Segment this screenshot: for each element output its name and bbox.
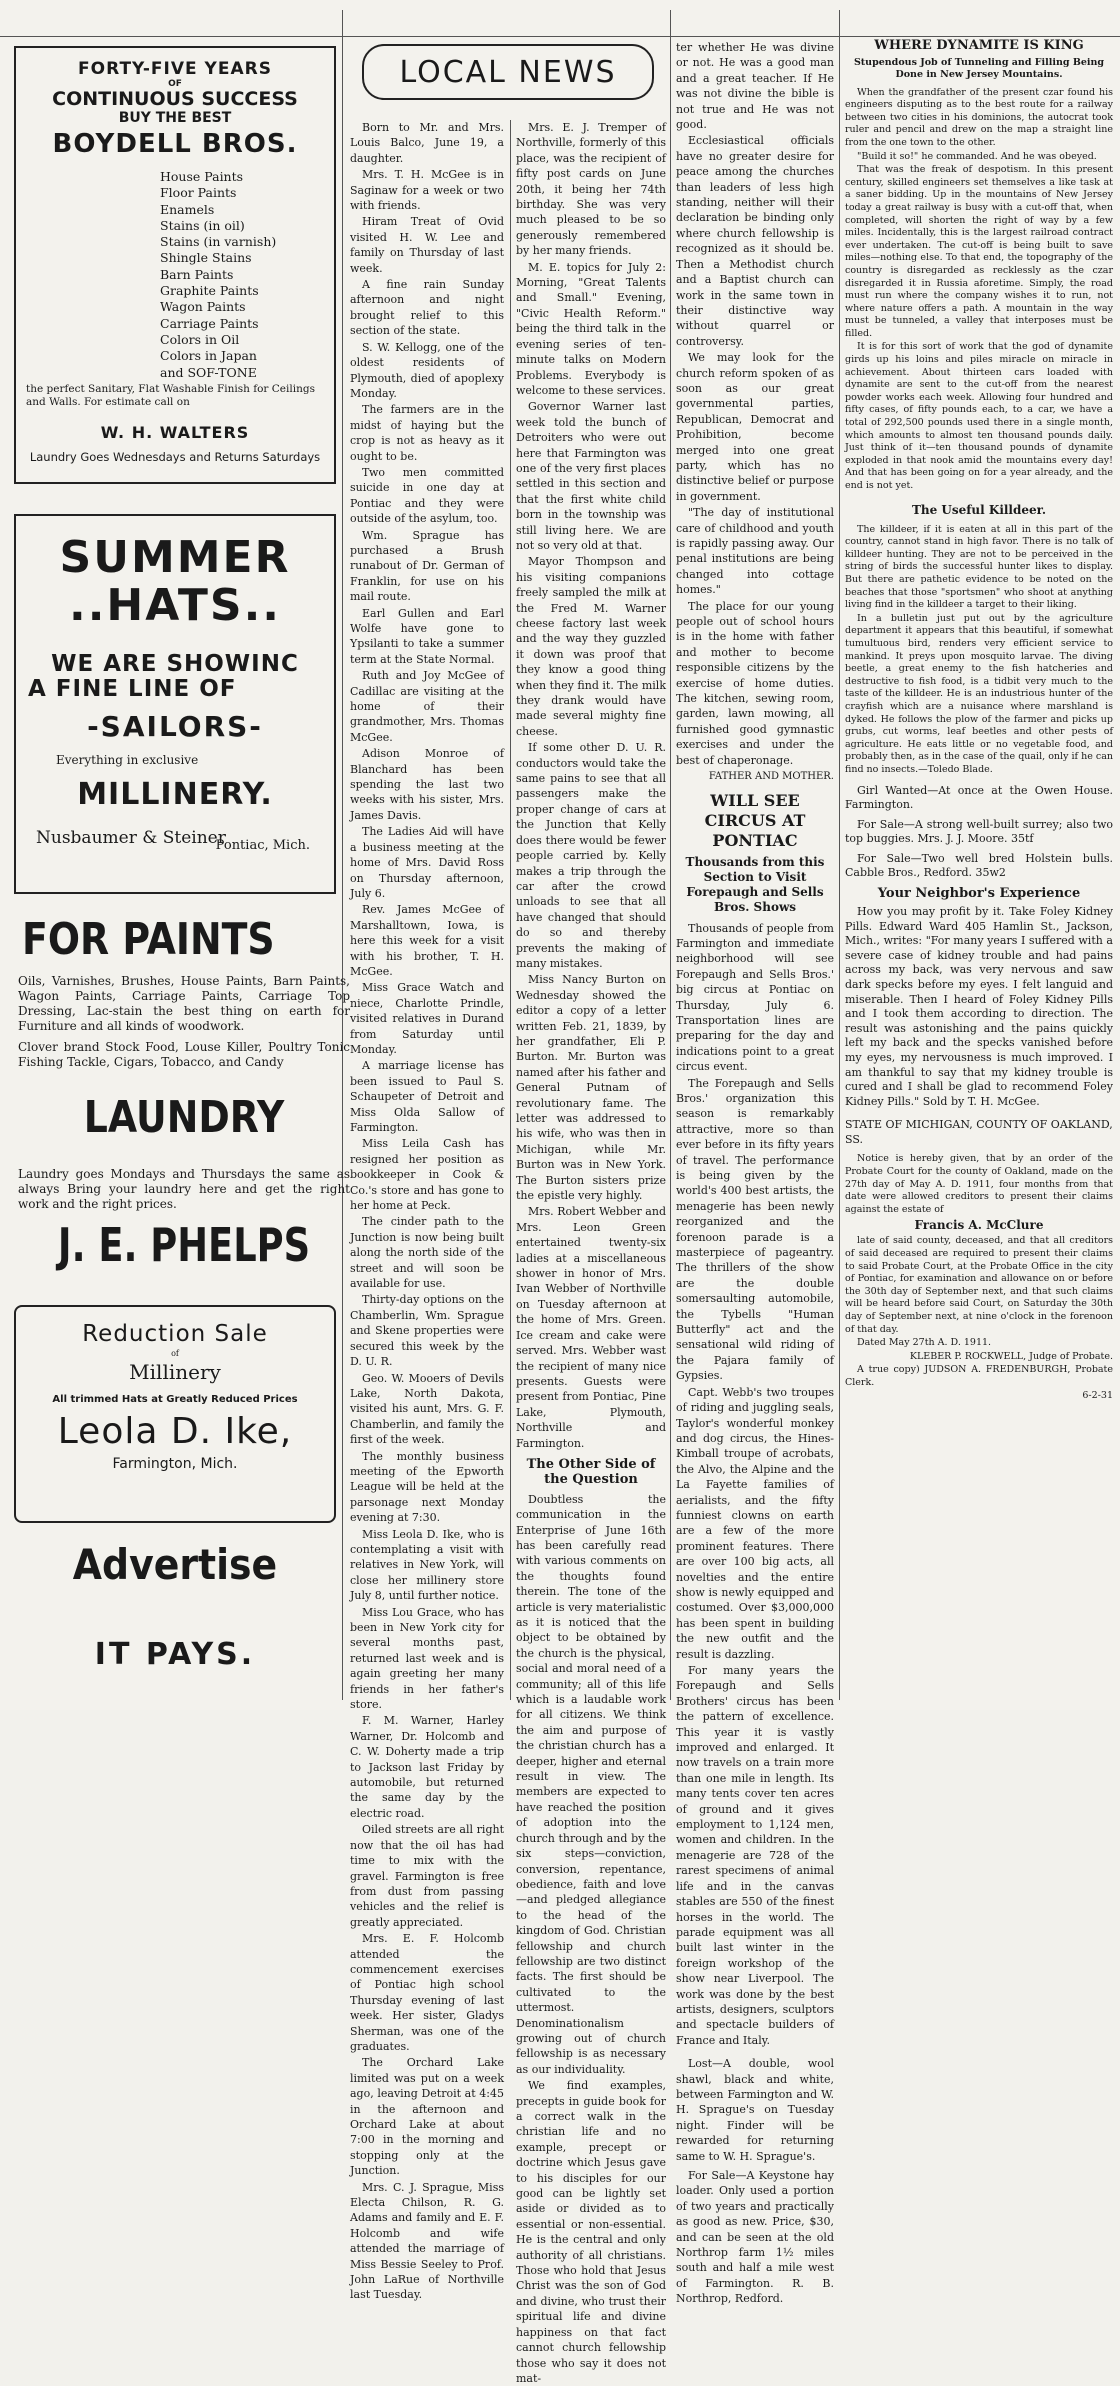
product-item: Colors in Oil (160, 331, 240, 347)
product-item: Shingle Stains (160, 250, 252, 266)
article-paragraph: For many years the Forepaugh and Sells Brothers' circus has been the pattern of excellence. This year it is vastly improved and enlarged. It now travels on a train more than one mile in length. Its many tents cover ten acres of ground and it gives employment to 1,124 men, women and children. In the menagerie are 728 of the rarest specimens of animal life and in the canvas stables are 550 of the finest horses in the world. The parade equipment was all built last winter in the foreign workshop of the show near Liverpool. The work was done by the best artists, designers, sculptors and spectacle builders of France and Italy. (676, 1664, 834, 2047)
article-paragraph: "Build it so!" he commanded. And he was obeyed. (857, 150, 1097, 162)
merchant-name: J. E. PHELPS (57, 1218, 311, 1272)
news-item: Mayor Thompson and his visiting companions freely sampled the milk at the Fred M. Warner cheese factory last week and the way they guzzled it down was proof that they know a good thing when they find it. The milk they drank would have made several mighty fine cheese. (516, 555, 666, 738)
legal-notice-text: Notice is hereby given, that by an order of the Probate Court for the county of Oakland, made on the 27th day of May A. D. 1911, four months from that date were allowed creditors to present their claims against the estate of (845, 1153, 1113, 1215)
advertise-ad (14, 1540, 336, 1700)
news-item: The cinder path to the Junction is now being built along the north side of the street and will soon be available for use. (350, 1215, 504, 1291)
ad-line: OF (168, 79, 182, 89)
legal-notice-date: 6-2-31 (1082, 1390, 1113, 1402)
ad-line: Everything in exclusive (56, 753, 199, 767)
article-headline: The Useful Killdeer. (911, 502, 1047, 517)
news-item: Governor Warner last week told the bunch of Detroiters who were out here that Farmington was one of the very first places settled in this section and that the first white child born in the township was still living here. We are not so very old at that. (516, 400, 666, 552)
news-item: A fine rain Sunday afternoon and night brought relief to this section of the state. (350, 278, 504, 338)
product-list (26, 169, 324, 381)
article-headline: WILL SEE CIRCUS AT PONTIAC (704, 790, 806, 850)
news-column-2 (516, 120, 666, 2385)
merchant-name: Nusbaumer & Steiner (36, 828, 226, 848)
product-item: Enamels (160, 201, 215, 217)
ad-headline: IT PAYS. (94, 1637, 256, 1672)
news-item: Rev. James McGee of Marshalltown, Iowa, is here this week for a visit with his brother, T. H. McGee. (350, 903, 504, 978)
classified-ad: Girl Wanted—At once at the Owen House. Farmington. (845, 784, 1113, 812)
news-item: Geo. W. Mooers of Devils Lake, North Dakota, visited his aunt, Mrs. G. F. Chamberlin, and family the first of the week. (350, 1371, 504, 1447)
column-rule (510, 120, 511, 1700)
phelps-ad (14, 912, 354, 1292)
ad-line: of (171, 1349, 179, 1358)
article-paragraph: In a bulletin just put out by the agriculture department it appears that this beautiful, if somewhat tumultuous bird, renders very efficient service to mankind. It preys upon mosquito larvae. The diving beetle, a great enemy to the fish hatcheries and destructive to fish food, is a tidbit very much to the taste of the killdeer. He is an industrious hunter of the crayfish which are a nuisance where marshland is dyked. He follows the plow of the farmer and picks up grubs, cut worms, leaf beetles and other pests of agriculture. He eats little or no vegetable food, and probably then, as in the case of the quail, only if he can find no insects.—Toledo Blade. (845, 612, 1113, 775)
column-rule (839, 10, 840, 1700)
article-paragraph: We may look for the church reform spoken of as soon as our great governmental parties, Republican, Democrat and Prohibition, become merged into one great party, which has no distinctive belief or purpose in government. (676, 351, 834, 503)
news-item: The Ladies Aid will have a business meeting at the home of Mrs. David Ross on Thursday afternoon, July 6. (350, 825, 504, 900)
news-item: Wm. Sprague has purchased a Brush runabout of Dr. German of Franklin, for use on his mail route. (350, 528, 504, 604)
news-item: M. E. topics for July 2: Morning, "Great Talents and Small." Evening, "Civic Health Reform." being the third talk in the evening series of ten-minute talks on Modern Problems. Everybody is welcome to these services. (516, 260, 666, 397)
ad-copy: Clover brand Stock Food, Louse Killer, Poultry Tonic Fishing Tackle, Cigars, Tobacco, and Candy (18, 1040, 350, 1069)
article-paragraph: "The day of institutional care of childhood and youth is rapidly passing away. Our penal institutions are being changed into cottage homes." (676, 506, 834, 597)
column-rule (342, 10, 343, 1700)
ad-line: -SAILORS- (87, 710, 263, 743)
news-item: Miss Lou Grace, who has been in New York city for several months past, returned last week and is again greeting her many friends in her father's store. (350, 1605, 504, 1712)
ad-headline: ..HATS.. (68, 580, 282, 631)
classified-ad: For Sale—A strong well-built surrey; also two top buggies. Mrs. J. J. Moore. 35tf (845, 818, 1113, 846)
merchant-location: Farmington, Mich. (112, 1456, 238, 1472)
article-paragraph: Thousands of people from Farmington and immediate neighborhood will see Forepaugh and Sells Bros.' big circus at Pontiac on Thursday, July 6. Transportation lines are preparing for the day and indications point to a great circus event. (676, 921, 834, 1074)
news-item: Earl Gullen and Earl Wolfe have gone to Ypsilanti to take a summer term at the State Normal. (350, 606, 504, 666)
brand-name: BOYDELL BROS. (52, 129, 298, 159)
ad-headline: FOR PAINTS (22, 914, 275, 965)
classified-ad: For Sale—Two well bred Holstein bulls. Cabble Bros., Redford. 35w2 (845, 852, 1113, 880)
local-news-masthead (362, 44, 654, 100)
ad-line: Millinery (129, 1360, 221, 1384)
news-item: A marriage license has been issued to Paul S. Schaupeter of Detroit and Miss Olda Sallow of Farmington. (350, 1059, 504, 1134)
news-item: Mrs. T. H. McGee is in Saginaw for a week or two with friends. (350, 168, 504, 213)
news-item: Miss Leila Cash has resigned her position as bookkeeper in Cook & Co.'s store and has gone to her home at Peck. (350, 1137, 504, 1213)
news-item: Adison Monroe of Blanchard has been spending the last two weeks with his sister, Mrs. James Davis. (350, 747, 504, 822)
news-column-1 (350, 120, 504, 2302)
article-signature: FATHER AND MOTHER. (708, 771, 834, 783)
ad-copy: Oils, Varnishes, Brushes, House Paints, Barn Paints, Wagon Paints, Carriage Paints, Carriage Top Dressing, Lac-stain the best thing on earth for Furniture and all kinds of woodwork. (18, 974, 350, 1033)
ad-headline: LAUNDRY (83, 1092, 285, 1143)
article-subheadline: Stupendous Job of Tunneling and Filling Being Done in New Jersey Mountains. (853, 56, 1105, 80)
product-item: House Paints (160, 169, 244, 184)
article-paragraph: We find examples, precepts in guide book for a correct walk in the christian life and no example, precept or doctrine which Jesus gave to his disciples for our good can be lightly set aside or divided as to essential or non-essential. He is the central and only authority of all christians. Those who hold that Jesus Christ was the son of God and divine, who trust their spiritual life and divine happiness on that fact cannot church fellowship those who say it does not mat- (516, 2079, 666, 2385)
legal-notice-text: A true copy) JUDSON A. FREDENBURGH, Probate Clerk. (845, 1364, 1113, 1388)
product-item: Carriage Paints (160, 315, 259, 331)
merchant-location: Pontiac, Mich. (215, 838, 310, 853)
product-item: and SOF-TONE (160, 364, 257, 380)
ad-line: BUY THE BEST (118, 110, 232, 126)
article-paragraph: Ecclesiastical officials have no greater desire for peace among the churches than leaders of less high standing, neither will their declaration be binding only where church fellowship is recognized as it should be. Then a Methodist church and a Baptist church can work in the same town in their distinctive way without quarrel or controversy. (676, 134, 834, 348)
ike-millinery-ad (14, 1305, 336, 1523)
article-paragraph: That was the freak of despotism. In this present century, skilled engineers set themselves a like task at a saner bidding. Up in the mountains of New Jersey today a great railway is busy with a cut-off that, when completed, will shorten the right of way by a few miles. Incidentally, this is the largest railroad contract ever undertaken. The cut-off is being built to save miles—nothing else. To that end, the topography of the country is disregarded as recklessly as the czar disregarded it in Russia aforetime. Simply, the road must run where the company wishes it to run, not where nature offers a path. A mountain in the way must be tunneled, a valley that interposes must be filled. (845, 164, 1113, 339)
ad-line: A FINE LINE OF (28, 676, 237, 702)
news-item: Miss Nancy Burton on Wednesday showed the editor a copy of a letter written Feb. 21, 1839, by her grandfather, Eli P. Burton. Mr. Burton was named after his father and General Putnam of revolutionary fame. The letter was addressed to his wife, who was then in Michigan, while Mr. Burton was in New York. The Burton sisters prize the epistle very highly. (516, 973, 666, 1203)
ad-line: Reduction Sale (82, 1321, 268, 1347)
product-item: Graphite Paints (160, 283, 259, 299)
article-paragraph: The killdeer, if it is eaten at all in this part of the country, cannot stand in high favor. There is no talk of killdeer hunting. They are not to be perceived in the string of birds the successful hunter likes to display. But there are pathetic evidence to be noted on the beaches that those "sportsmen" who shoot at anything living find in the killdeer a target to their liking. (845, 523, 1113, 611)
news-item: S. W. Kellogg, one of the oldest residents of Plymouth, died of apoplexy Monday. (350, 340, 504, 400)
laundry-note: Laundry Goes Wednesdays and Returns Saturdays (29, 449, 321, 464)
article-paragraph: The Forepaugh and Sells Bros.' organization this season is remarkably attractive, more so than ever before in its fifty years of travel. The performance is being given by the world's 400 best artists, the menagerie has been newly reorganized and the forenoon parade is a masterpiece of pageantry. The thrillers of the show are the double somersaulting automobile, the Tybells "Human Butterfly" act and the sensational wild riding of the Pajara family of Gypsies. (676, 1076, 834, 1383)
news-item: Miss Grace Watch and niece, Charlotte Prindle, visited relatives in Durand from Saturday until Monday. (350, 981, 504, 1056)
ad-fine-print: the perfect Sanitary, Flat Washable Finish for Ceilings and Walls. For estimate call on (26, 382, 315, 408)
ad-headline: SUMMER (59, 532, 291, 583)
boydell-bros-ad (14, 46, 336, 484)
article-paragraph: Doubtless the communication in the Enterprise of June 16th has been carefully read with various comments on the thoughts found therein. The tone of the article is very materialistic as it is noticed that the object to be obtained by the church is the physical, social and moral need of a community; all of this life which is a laudable work for all citizens. We think the aim and purpose of the christian church has a deeper, higher and eternal result in view. The members are expected to have reached the position of adoption into the church through and by the six steps—conviction, conversion, repentance, obedience, faith and love—and pledged allegiance to the head of the kingdom of God. Christian fellowship and church fellowship are two distinct facts. The first should be cultivated to the uttermost. Denominationalism growing out of church fellowship is as necessary as our individuality. (516, 1492, 666, 2076)
news-item: Born to Mr. and Mrs. Louis Balco, June 19, a daughter. (350, 121, 504, 165)
ad-line: FORTY-FIVE YEARS (78, 59, 272, 79)
legal-notice-text: Dated May 27th A. D. 1911. (857, 1337, 992, 1349)
product-item: Barn Paints (160, 266, 234, 282)
classified-ad: For Sale—A Keystone hay loader. Only used a portion of two years and practically as good as new. Price, $30, and can be seen at the old Northrop farm 1½ miles south and half a mile west of Farmington. R. B. Northrop, Redford. (676, 2169, 834, 2306)
article-paragraph: The place for our young people out of school hours is in the home with father and mother to become responsible citizens by the exercise of home duties. The kitchen, sewing room, garden, lawn mowing, all furnished good gymnastic exercises and under the best of chaperonage. (676, 599, 834, 767)
article-paragraph: When the grandfather of the present czar found his engineers disputing as to the best route for a railway between two cities in his dominions, the autocrat took ruler and pencil and drew on the map a straight line from the one town to the other. (845, 86, 1113, 148)
news-column-4 (845, 40, 1113, 1700)
news-item: If some other D. U. R. conductors would take the same pains to see that all passengers make the proper change of cars at the Junction that Kelly does there would be fewer people carried by. Kelly makes a trip through the car after the crowd unloads to see that all have changed that should do so and thereby prevents the making of many mistakes. (516, 741, 666, 970)
news-item: F. M. Warner, Harley Warner, Dr. Holcomb and C. W. Doherty made a trip to Jackson last Friday by automobile, but returned the same day by the electric road. (350, 1714, 504, 1820)
column-rule (670, 10, 671, 1700)
product-item: Floor Paints (160, 185, 237, 201)
legal-notice-text: KLEBER P. ROCKWELL, Judge of Probate. (909, 1350, 1113, 1362)
masthead-title: LOCAL NEWS (399, 54, 617, 90)
news-column-3 (676, 40, 834, 2306)
article-headline: The Other Side of the Question (526, 1456, 656, 1488)
product-item: Stains (in varnish) (160, 234, 277, 250)
article-paragraph: It is for this sort of work that the god of dynamite girds up his loins and piles miracle on miracle in achievement. About thirteen cars loaded with dynamite are sent to the cut-off from the nearest powder works each week. Allowing four hundred and fifty cases, of fifty pounds each, to a car, we have a total of 292,500 pounds used there in a single month, which amounts to almost ten thousand pounds daily. Just think of it—ten thousand pounds of dynamite exploded in that nook amid the mountains every day! And that has been going on for a year already, and the end is not yet. (845, 341, 1113, 491)
news-item: Mrs. E. J. Tremper of Northville, formerly of this place, was the recipient of fifty post cards on June 20th, it being her 74th birthday. She was very much pleased to be so generously remembered by her many friends. (516, 121, 666, 258)
news-item: Miss Leola D. Ike, who is contemplating a visit with relatives in New York, will close her millinery store July 8, until further notice. (350, 1527, 504, 1603)
dealer-name: W. H. WALTERS (100, 422, 250, 442)
summer-hats-ad (14, 514, 336, 894)
article-paragraph: Capt. Webb's two troupes of riding and juggling seals, Taylor's wonderful monkey and dog circus, the Hines-Kimball troupe of acrobats, the Alvo, the Alpine and the La Fayette families of aerialists, and the fifty funniest clowns on earth are a few of the more prominent features. There are over 100 big acts, all novelties and the entire show is newly equipped and costumed. Over $3,000,000 has been spent in building the new outfit and the result is dazzling. (676, 1385, 834, 1661)
news-item: Mrs. Robert Webber and Mrs. Leon Green entertained twenty-six ladies at a miscellaneous shower in honor of Mrs. Ivan Webber of Northville on Tuesday afternoon at the home of Mrs. Green. Ice cream and cake were served. Mrs. Webber wast the recipient of many nice presents. Guests were present from Pontiac, Pine Lake, Plymouth, Northville and Farmington. (516, 1205, 666, 1450)
article-paragraph: ter whether He was divine or not. He was a good man and a great teacher. If He was not divine the bible is not true and He was not good. (676, 41, 834, 132)
article-subheadline: Thousands from this Section to Visit Forepaugh and Sells Bros. Shows (685, 854, 825, 914)
news-item: The farmers are in the midst of haying but the crop is not as heavy as it ought to be. (350, 403, 504, 463)
news-item: Ruth and Joy McGee of Cadillac are visiting at the home of their grandmother, Mrs. Thomas McGee. (350, 669, 504, 744)
news-item: Oiled streets are all right now that the oil has had time to mix with the gravel. Farmington is free from dust from passing vehicles and the relief is greatly appreciated. (350, 1823, 504, 1929)
news-item: The monthly business meeting of the Epworth League will be held at the parsonage next Monday evening at 7:30. (350, 1449, 504, 1525)
ad-headline: Advertise (72, 1540, 278, 1589)
article-headline: WHERE DYNAMITE IS KING (874, 38, 1084, 53)
legal-notice-heading: STATE OF MICHIGAN, COUNTY OF OAKLAND, SS. (845, 1118, 1113, 1147)
product-item: Colors in Japan (160, 348, 257, 364)
merchant-name: Leola D. Ike, (57, 1411, 293, 1452)
ad-line: CONTINUOUS SUCCESS (52, 88, 298, 110)
legal-notice-text: late of said county, deceased, and that all creditors of said deceased are required to present their claims to said Probate Court, at the Probate Office in the city of Pontiac, for examination and allowance on or before the 30th day of September next, and that such claims will be heard before said Court, on Saturday the 30th day of September next, at nine o'clock in the forenoon of that day. (845, 1235, 1113, 1335)
ad-copy: Laundry goes Mondays and Thursdays the same as always Bring your laundry here and get the right work and the right prices. (18, 1167, 350, 1211)
classified-ad: Lost—A double, wool shawl, black and white, between Farmington and W. H. Sprague's on Tuesday night. Finder will be rewarded for returning same to W. H. Sprague's. (676, 2057, 834, 2163)
article-paragraph: How you may profit by it. Take Foley Kidney Pills. Edward Ward 405 Hamlin St., Jackson, Mich., writes: "For many years I suffered with a severe case of kidney trouble and had pains across my back, was very nervous and saw dark specks before my eyes. I felt languid and miserable. Then I heard of Foley Kidney Pills and I took them according to direction. The result was astonishing and the pains quickly left my back and the specks vanished before my eyes, my nervousness is much improved. I am thankful to say that my kidney trouble is cured and I shall be glad to recommend Foley Kidney Pills." Sold by T. H. McGee. (845, 905, 1113, 1108)
news-item: Mrs. E. F. Holcomb attended the commencement exercises of Pontiac high school Thursday evening of last week. Her sister, Gladys Sherman, was one of the graduates. (350, 1932, 504, 2053)
product-item: Stains (in oil) (160, 217, 245, 233)
product-item: Wagon Paints (160, 299, 246, 315)
news-item: Hiram Treat of Ovid visited H. W. Lee and family on Thursday of last week. (350, 215, 504, 275)
ad-headline: MILLINERY. (77, 777, 273, 812)
news-item: Two men committed suicide in one day at Pontiac and they were outside of the asylum, too. (350, 465, 504, 526)
news-item: The Orchard Lake limited was put on a week ago, leaving Detroit at 4:45 in the afternoon and Orchard Lake at about 7:00 in the morning and stopping only at the Junction. (350, 2056, 504, 2178)
news-item: Thirty-day options on the Chamberlin, Wm. Sprague and Skene properties were secured this week by the D. U. R. (350, 1293, 504, 1369)
top-rule (0, 36, 1120, 37)
news-item: Mrs. C. J. Sprague, Miss Electa Chilson, R. G. Adams and family and E. F. Holcomb and wife attended the marriage of Miss Bessie Seeley to Prof. John LaRue of Northville last Tuesday. (350, 2180, 504, 2302)
ad-line: WE ARE SHOWINC (51, 651, 299, 677)
article-headline: Your Neighbor's Experience (877, 886, 1081, 902)
ad-line: All trimmed Hats at Greatly Reduced Prices (52, 1394, 298, 1405)
legal-notice-name: Francis A. McClure (914, 1218, 1044, 1233)
